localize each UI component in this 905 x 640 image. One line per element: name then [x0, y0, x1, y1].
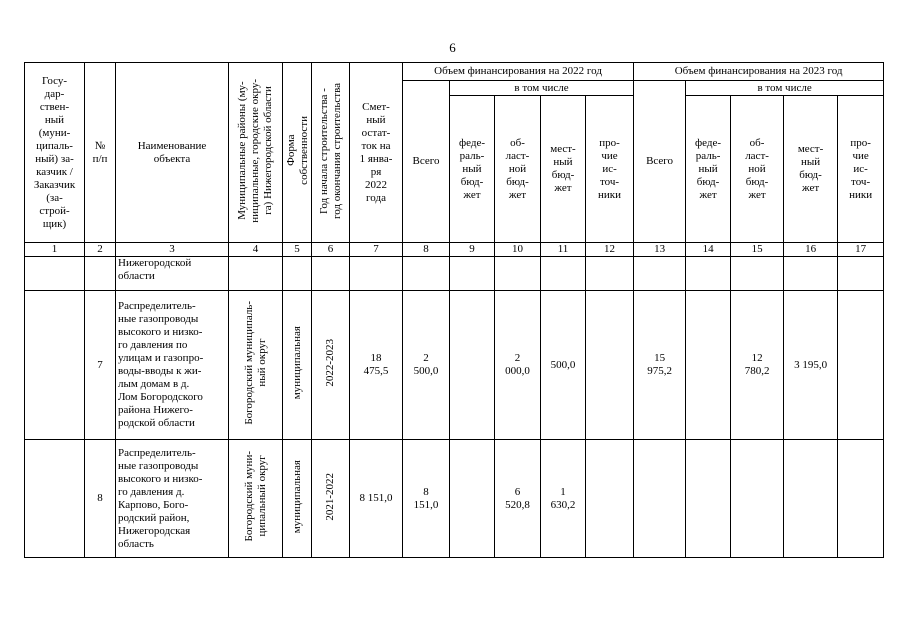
cell-remaining	[350, 257, 403, 291]
header-including-2022: в том числе	[450, 81, 634, 96]
column-number: 5	[283, 243, 312, 257]
header-regional-2022: об- ласт- ной бюд- жет	[495, 96, 541, 243]
column-number: 9	[450, 243, 495, 257]
cell-district: Богородский муниципаль- ный округ	[229, 291, 283, 440]
header-districts: Муниципальные районы (му- ниципальные, городские окру- га) Нижегородской области	[229, 63, 283, 243]
cell-local-2023	[784, 440, 838, 558]
header-total-2022: Всего	[403, 81, 450, 243]
cell-name: Распределитель- ные газопроводы высокого и низко- го давления по улицам и газопро- воды-вводы к жи- лым домам в д. Лом Богородского района Нижего- родской области	[116, 291, 229, 440]
header-local-2023: мест- ный бюд- жет	[784, 96, 838, 243]
column-number: 4	[229, 243, 283, 257]
cell-customer	[25, 257, 85, 291]
cell-regional-2023	[731, 257, 784, 291]
column-number: 7	[350, 243, 403, 257]
cell-other-2023	[838, 440, 884, 558]
cell-total-2023	[634, 440, 686, 558]
cell-ownership: муниципальная	[283, 291, 312, 440]
column-number: 17	[838, 243, 884, 257]
cell-remaining: 8 151,0	[350, 440, 403, 558]
header-num: № п/п	[85, 63, 116, 243]
cell-total-2023	[634, 257, 686, 291]
cell-other-2022	[586, 440, 634, 558]
table-row	[25, 440, 884, 558]
cell-total-2022: 2 500,0	[403, 291, 450, 440]
header-total-2023: Всего	[634, 81, 686, 243]
header-other-2022: про- чие ис- точ- ники	[586, 96, 634, 243]
cell-federal-2023	[686, 257, 731, 291]
table-row	[25, 291, 884, 440]
cell-ownership	[283, 257, 312, 291]
column-number: 14	[686, 243, 731, 257]
cell-local-2022: 1 630,2	[541, 440, 586, 558]
cell-customer	[25, 440, 85, 558]
cell-other-2022	[586, 291, 634, 440]
header-name: Наименование объекта	[116, 63, 229, 243]
header-other-2023: про- чие ис- точ- ники	[838, 96, 884, 243]
cell-federal-2023	[686, 291, 731, 440]
financing-table	[24, 62, 884, 558]
cell-customer	[25, 291, 85, 440]
cell-num	[85, 257, 116, 291]
cell-regional-2022: 2 000,0	[495, 291, 541, 440]
column-number: 16	[784, 243, 838, 257]
cell-regional-2022: 6 520,8	[495, 440, 541, 558]
cell-local-2022	[541, 257, 586, 291]
cell-years	[312, 257, 350, 291]
column-number: 13	[634, 243, 686, 257]
header-fin-2022: Объем финансирования на 2022 год	[403, 63, 634, 81]
cell-regional-2022	[495, 257, 541, 291]
cell-other-2023	[838, 257, 884, 291]
header-federal-2022: феде- раль- ный бюд- жет	[450, 96, 495, 243]
column-number: 2	[85, 243, 116, 257]
table-row	[25, 257, 884, 291]
cell-name: Нижегородской области	[116, 257, 229, 291]
header-local-2022: мест- ный бюд- жет	[541, 96, 586, 243]
header-regional-2023: об- ласт- ной бюд- жет	[731, 96, 784, 243]
cell-federal-2022	[450, 257, 495, 291]
cell-years: 2022-2023	[312, 291, 350, 440]
column-number: 15	[731, 243, 784, 257]
header-including-2023: в том числе	[686, 81, 884, 96]
cell-regional-2023: 12 780,2	[731, 291, 784, 440]
header-remaining: Смет- ный остат- ток на 1 янва- ря 2022 года	[350, 63, 403, 243]
cell-remaining: 18 475,5	[350, 291, 403, 440]
cell-federal-2022	[450, 440, 495, 558]
column-number: 1	[25, 243, 85, 257]
cell-total-2022	[403, 257, 450, 291]
page-number: 6	[449, 40, 456, 55]
cell-local-2022: 500,0	[541, 291, 586, 440]
cell-num: 8	[85, 440, 116, 558]
cell-other-2023	[838, 291, 884, 440]
header-fin-2023: Объем финансирования на 2023 год	[634, 63, 884, 81]
cell-federal-2023	[686, 440, 731, 558]
cell-district	[229, 257, 283, 291]
cell-total-2023: 15 975,2	[634, 291, 686, 440]
cell-regional-2023	[731, 440, 784, 558]
header-ownership: Форма собственности	[283, 63, 312, 243]
header-years: Год начала строительства - год окончания строительства	[312, 63, 350, 243]
column-number: 3	[116, 243, 229, 257]
cell-total-2022: 8 151,0	[403, 440, 450, 558]
cell-federal-2022	[450, 291, 495, 440]
column-number: 12	[586, 243, 634, 257]
cell-name: Распределитель- ные газопроводы высокого и низко- го давления д. Карпово, Бого- родский район, Нижегородская область	[116, 440, 229, 558]
cell-other-2022	[586, 257, 634, 291]
cell-num: 7	[85, 291, 116, 440]
column-number: 6	[312, 243, 350, 257]
cell-local-2023	[784, 257, 838, 291]
cell-local-2023: 3 195,0	[784, 291, 838, 440]
column-number: 11	[541, 243, 586, 257]
cell-district: Богородский муни- ципальный округ	[229, 440, 283, 558]
column-number: 10	[495, 243, 541, 257]
column-numbers-row	[25, 243, 884, 257]
header-customer: Госу- дар- ствен- ный (муни- ципаль- ный) за- казчик / Заказчик (за- строй- щик)	[25, 63, 85, 243]
column-number: 8	[403, 243, 450, 257]
cell-ownership: муниципальная	[283, 440, 312, 558]
header-federal-2023: феде- раль- ный бюд- жет	[686, 96, 731, 243]
cell-years: 2021-2022	[312, 440, 350, 558]
